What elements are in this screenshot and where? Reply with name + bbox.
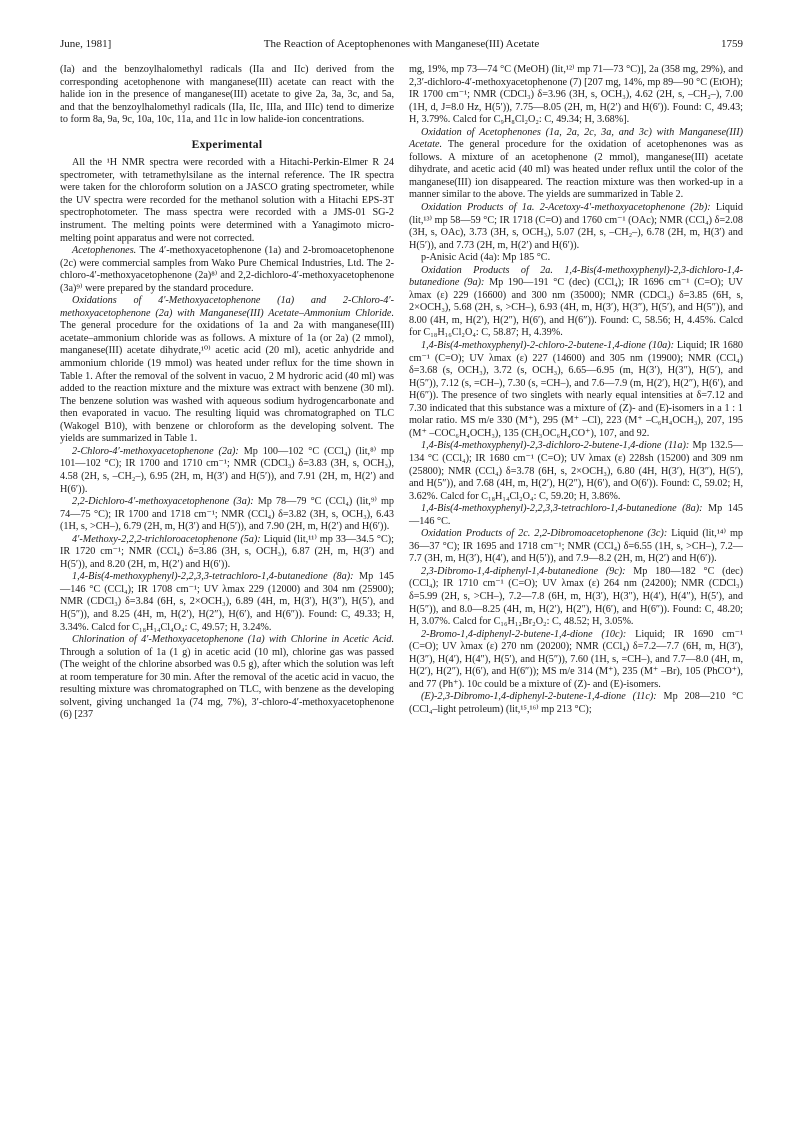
compound-heading: (E)-2,3-Dibromo-1,4-diphenyl-2-butene-1,4-dione (11c): <box>421 691 657 703</box>
paragraph-compound-3a <box>60 496 394 534</box>
run-in-heading: Oxidations of 4′-Methoxyacetophenone (1a) and 2-Chloro-4′-methoxyacetophenone (2a) with Manganese(III) Acetate–Ammonium Chloride. <box>60 295 394 319</box>
paragraph-oxidation-acetophenones <box>409 127 743 202</box>
compound-heading: 1,4-Bis(4-methoxyphenyl)-2,3-dichloro-2-butene-1,4-dione (11a): <box>421 440 690 452</box>
paragraph-text: Liquid (lit,¹⁴⁾ mp 36—37 °C); IR 1695 and 1718 cm⁻¹; NMR (CCl₄) δ=6.55 (1H, s, >CH–), 7.2—7.7 (3H, m, H(3′), H(4′), and H(5′)), and 7.9—8.2 (2H, m, H(2′) and H(6′)). <box>409 528 743 565</box>
paragraph-text: Mp 145—146 °C (CCl₄); IR 1708 cm⁻¹; UV λmax 229 (12000) and 304 nm (25900); NMR (CDCl₃) δ=3.84 (6H, s, 2×OCH₃), 6.89 (4H, m, H(3′), H(3″), H(5′), and H(5″)), and 8.25 (4H, m, H(2′), H(2″), H(6′), and H(6″)). Found: C, 49.33; H, 3.34%. Calcd for C₁₈H₁₄Cl₄O₄: C, 49.57; H, 3.24%. <box>60 571 394 633</box>
left-column <box>60 64 394 722</box>
paragraph-continued: mg, 19%, mp 73—74 °C (MeOH) (lit,¹²⁾ mp 71—73 °C)], 2a (358 mg, 29%), and 2,3′-dichloro-4′-methoxyacetophenone (7) [207 mg, 14%, mp 89—90 °C (EtOH); IR 1700 cm⁻¹; NMR (CDCl₃) δ=3.96 (3H, s, OCH₃), 4.62 (2H, s, –CH₂–), 7.00 (1H, d, J=8.0 Hz, H(5′)), 7.75—8.05 (2H, m, H(2′) and H(6′)). Found: C, 49.43; H, 3.79%. Calcd for C₉H₈Cl₂O₂: C, 49.34; H, 3.68%]. <box>409 64 743 126</box>
paragraph-compound-8a-repeat <box>409 503 743 528</box>
compound-heading: 4′-Methoxy-2,2,2-trichloroacetophenone (5a): <box>72 533 261 545</box>
paragraph-products-1a <box>409 202 743 252</box>
run-in-heading: Oxidation Products of 2a. <box>421 264 553 276</box>
header-title: The Reaction of Aceptophenones with Manganese(III) Acetate <box>263 38 540 50</box>
paragraph-compound-5a <box>60 534 394 572</box>
compound-heading: p-Anisic Acid (4a): <box>421 252 500 264</box>
paragraph-text: Mp 78—79 °C (CCl₄) (lit,⁹⁾ mp 74—75 °C); IR 1700 and 1718 cm⁻¹; NMR (CCl₄) δ=3.82 (3H, s, OCH₃), 6.43 (1H, s, >CH–), 6.79 (2H, m, H(3′) and H(5′)), and 7.90 (2H, m, H(2′) and H(6′)). <box>60 496 394 533</box>
paragraph-products-2c <box>409 528 743 566</box>
compound-heading: 2-Chloro-4′-methoxyacetophenone (2a): <box>72 445 239 457</box>
run-in-heading: Acetophenones. <box>72 245 137 257</box>
compound-heading: 1,4-Bis(4-methoxyphenyl)-2,3-dichloro-1,4-butanedione (9a): <box>409 264 744 289</box>
paragraph-chlorination <box>60 634 394 722</box>
run-in-heading: Oxidation Products of 1a. <box>421 202 535 214</box>
intro-paragraph: (Ia) and the benzoylhalomethyl radicals (IIa and IIc) derived from the corresponding acetophenone with manganese(III) acetate can react with the halide ion in the presence of manganese(III) acetate to give 2a, 3a, 3c, and 5a, and that the benzoylhalomethyl radicals (IIa, IIc, IIIa, and IIIc) tend to dimerize to form 8a, 9a, 9c, 10a, 10c, 11a, and 11c in low halide-ion concentrations. <box>60 64 394 126</box>
paragraph-compound-9c <box>409 566 743 629</box>
compound-heading: 1,4-Bis(4-methoxyphenyl)-2-chloro-2-butene-1,4-dione (10a): <box>421 340 675 352</box>
compound-heading: 2-Acetoxy-4′-methoxyacetophenone (2b): <box>539 202 711 214</box>
paragraph-text: Liquid (lit,¹³⁾ mp 58—59 °C; IR 1718 (C=O) and 1760 cm⁻¹ (OAc); NMR (CCl₄) δ=2.08 (3H, s, OAc), 3.73 (3H, s, OCH₃), 5.07 (2H, s, –CH₂–), 6.78 (2H, m, H(3′) and H(5′)), and 7.73 (2H, m, H(2′) and H(6′)). <box>409 202 744 251</box>
compound-heading: 2-Bromo-1,4-diphenyl-2-butene-1,4-dione (10c): <box>421 628 627 640</box>
paragraph-instruments: All the ¹H NMR spectra were recorded with a Hitachi-Perkin-Elmer R 24 spectrometer, with tetramethylsilane as the internal reference. The IR spectra were taken for the chloroform solution on a JASCO grating spectrometer, while the UV spectra were recorded for the methanol solution with a Hitachi EPS-3T spectrophotometer. The mass spectra were recorded with a JMS-01 SG-2 instrument. The melting points were determined with a Yanagimoto micro-melting point apparatus and were not corrected. <box>60 157 394 244</box>
paragraph-compound-4a <box>409 252 743 265</box>
paragraph-compound-2a <box>60 446 394 496</box>
header-date: June, 1981] <box>60 38 112 50</box>
paragraph-text: Mp 208—210 °C (CCl₄–light petroleum) (lit,¹⁵,¹⁶⁾ mp 213 °C); <box>409 691 743 715</box>
paragraph-text: Mp 132.5—134 °C (CCl₄); IR 1680 cm⁻¹ (C=O); UV λmax (ε) 228sh (15200) and 309 nm (25800); NMR (CCl₄) δ=3.78 (6H, s, 2×OCH₃), 6.80 (4H, H(3′), H(3″), H(5′), and H(5″)), and 7.68 (4H, m, H(2′), H(2″), H(6′), and O(6′)). Found: C, 59.02; H, 3.62%. Calcd for C₁₈H₁₄Cl₂O₄: C, 59.20; H, 3.86%. <box>409 440 743 502</box>
paragraph-compound-11a <box>409 440 743 503</box>
running-header <box>60 38 743 54</box>
paragraph-text: Mp 190—191 °C (dec) (CCl₄); IR 1696 cm⁻¹ (C=O); UV λmax (ε) 229 (16600) and 300 nm (35000); NMR (CDCl₃) δ=3.85 (6H, s, 2×OCH₃), 5.68 (2H, s, >CH–), 6.93 (4H, m, H(3′), H(3″), H(5′), and H(5″)), and 8.00 (4H, m, H(2′), H(2″), H(6′), and H(6″)). Found: C, 58.56; H, 4.45%. Calcd for C₁₈H₁₆Cl₂O₄: C, 58.87; H, 4.39%. <box>409 277 743 339</box>
paragraph-products-2a <box>409 265 743 340</box>
paragraph-text: Mp 180—182 °C (dec) (CCl₄); IR 1710 cm⁻¹ (C=O); UV λmax (ε) 264 nm (24200); NMR (CDCl₃) δ=5.99 (2H, s, >CH–), 7.2—7.8 (6H, m, H(3′), H(3″), H(4′), H(4″), H(5′), and H(5″)), and 8.0—8.25 (4H, m, H(2′), H(2″), H(6′), and H(6″)). Found: C, 48.20; H, 3.07%. Calcd for C₁₆H₁₂Br₂O₂: C, 48.52; H, 3.05%. <box>409 565 744 628</box>
paragraph-compound-8a <box>60 571 394 634</box>
compound-heading: 2,2-Dichloro-4′-methoxyacetophenone (3a): <box>72 496 254 508</box>
compound-heading: 1,4-Bis(4-methoxyphenyl)-2,2,3,3-tetrachloro-1,4-butanedione (8a): <box>72 571 354 583</box>
section-heading: Experimental <box>191 138 263 151</box>
paragraph-oxidations <box>60 295 394 446</box>
paragraph-text: The general procedure for the oxidations of 1a and 2a with manganese(III) acetate–ammonium chloride was as follows. A mixture of 1a (or 2a) (2 mmol), manganese(III) acetate dihydrate,¹⁰⁾ acetic acid (20 ml), acetic anhydride and ammonium chloride (19 mmol) was heated under reflux for the time shown in Table 1. After the removal of the solvent in vacuo, 2 M hydroric acid (40 ml) was added to the reaction mixture and the mixture was extract with benzene (30 ml). The benzene solution was washed with aqueous sodium hydrogencarbonate and then evaporated in vacuo. The resulting liquid was chromatographed on TLC (Wakogel B10), with benzene or chloroform as the developing solvent. The yields are summarized in Table 1. <box>60 320 394 445</box>
page-number: 1759 <box>721 38 743 50</box>
paragraph-compound-10c <box>409 629 743 692</box>
paragraph-acetophenones <box>60 245 394 295</box>
paragraph-text: Liquid; IR 1680 cm⁻¹ (C=O); UV λmax (ε) 227 (14600) and 305 nm (19900); NMR (CCl₄) δ=3.68 (s, OCH₃), 3.72 (s, OCH₃), 6.65—6.95 (m, H(3′), H(3″), H(5′), and H(5″)), 7.12 (s, =CH–), 7.30 (s, =CH–), and 7.6—7.9 (m, H(2′), H(2″), H(6′), and H(6″)). The presence of two singlets with nearly equal intensities at δ=7.12 and 7.30 indicated that this substance was a mixture of (Z)- and (E)-isomers in a 1 : 1 molar ratio. MS m/e 330 (M⁺), 295 (M⁺ –Cl), 223 (M⁺ –C₆H₄OCH₃), 207, 195 (M⁺ –COC₆H₄OCH₃), 135 (CH₃OC₆H₄CO⁺), 107, and 92. <box>409 340 744 439</box>
paragraph-text: Liquid (lit,¹¹⁾ mp 33—34.5 °C); IR 1720 cm⁻¹; NMR (CCl₄) δ=3.86 (3H, s, OCH₃), 6.87 (2H, m, H(3′) and H(5′)), and 8.20 (2H, m, H(2′) and H(6′)). <box>60 533 394 570</box>
paragraph-text: The general procedure for the oxidation of acetophenones was as follows. A mixture of an acetophenone (2 mmol), manganese(III) acetate dihydrate, and acetic acid (40 ml) was heated under reflux until the color of the manganese(III) ion disappeared. The reaction mixture was then worked-up in a manner similar to the above. The yields are summarized in Table 2. <box>409 139 743 201</box>
paragraph-text: Liquid; IR 1690 cm⁻¹ (C=O); UV λmax (ε) 270 nm (20200); NMR (CCl₄) δ=7.2—7.7 (6H, m, H(3′), H(3″), H(4′), H(4″), H(5′), and H(5″)), 7.60 (1H, s, =CH–), and 7.7—8.0 (4H, m, H(2′), H(2″), H(6′), and H(6″)); MS m/e 314 (M⁺), 235 (M⁺ –Br), 105 (PhCO⁺), and 77 (Ph⁺). 10c could be a mixture of (Z)- and (E)-isomers. <box>409 628 744 690</box>
paragraph-compound-10a <box>409 340 743 440</box>
paragraph-text: Mp 145—146 °C. <box>409 503 743 527</box>
paragraph-text: Mp 185 °C. <box>502 252 551 264</box>
paragraph-compound-11c <box>409 691 743 716</box>
paragraph-text: Mp 100—102 °C (CCl₄) (lit,⁸⁾ mp 101—102 °C); IR 1700 and 1710 cm⁻¹; NMR (CDCl₃) δ=3.83 (3H, s, OCH₃), 4.58 (2H, s, –CH₂–), 6.95 (2H, m, H(3′) and H(5′)), and 7.91 (2H, m, H(2′) and H(6′)). <box>60 445 395 495</box>
run-in-heading: Chlorination of 4′-Methoxyacetophenone (1a) with Chlorine in Acetic Acid. <box>72 634 394 646</box>
compound-heading: 2,3-Dibromo-1,4-diphenyl-1,4-butanedione (9c): <box>421 565 626 577</box>
right-column <box>409 64 743 716</box>
run-in-heading: Oxidation of Acetophenones (1a, 2a, 2c, 3a, and 3c) with Manganese(III) Acetate. <box>409 126 743 151</box>
paragraph-text: Through a solution of 1a (1 g) in acetic acid (10 ml), chlorine gas was passed (The weight of the chlorine absorbed was 0.5 g), after which the solution was left at room temperature for 30 min. After the removal of the acetic acid in vacuo, the resulting mixture was chromatographed on TLC, with benzene as the developing solvent, giving unchanged 1a (74 mg, 7%), 3′-chloro-4′-methoxyacetophenone (6) [237 <box>60 646 394 721</box>
compound-heading: 2,2-Dibromoacetophenone (3c): <box>534 528 668 540</box>
paragraph-text: The 4′-methoxyacetophenone (1a) and 2-bromoacetophenone (2c) were commercial samples from Wako Pure Chemical Industries, Ltd. The 2-chloro-4′-methoxyacetophenone (2a)⁸⁾ and 2,2-dichloro-4′-methoxyacetophenone (3a)⁹⁾ were prepared by the standard procedure. <box>60 245 394 294</box>
run-in-heading: Oxidation Products of 2c. <box>421 528 531 540</box>
compound-heading: 1,4-Bis(4-methoxyphenyl)-2,2,3,3-tetrachloro-1,4-butanedione (8a): <box>421 503 703 515</box>
